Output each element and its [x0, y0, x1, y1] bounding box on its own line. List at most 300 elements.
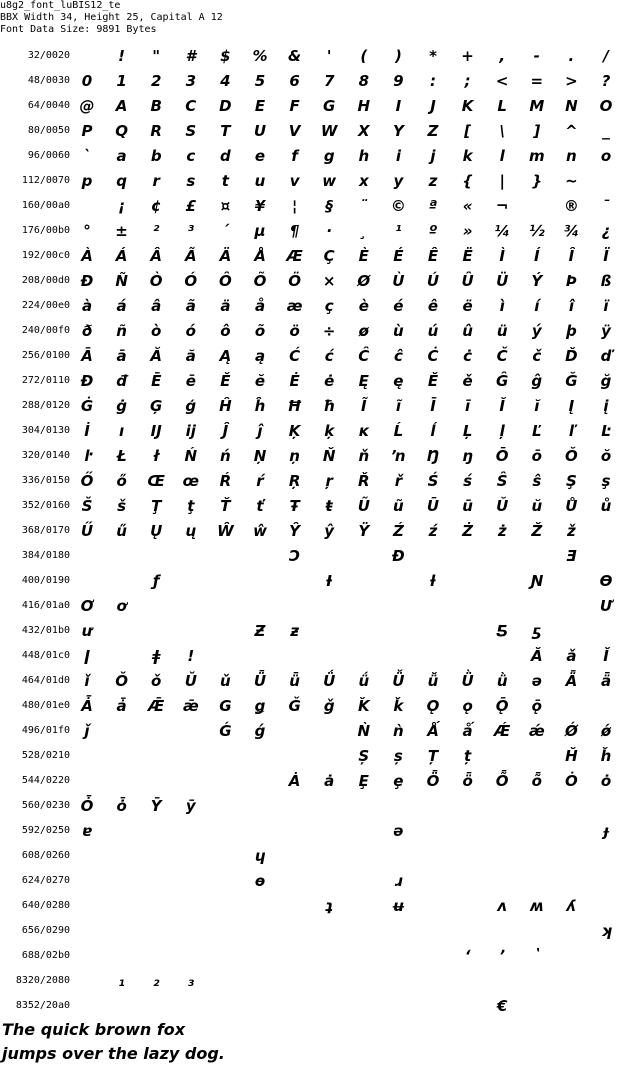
glyph-cell: 6 [289, 72, 300, 90]
glyph-cell: ç [324, 297, 334, 315]
glyph-cell: Ă [150, 347, 162, 365]
glyph-cell: Ù [392, 272, 405, 290]
row-code-label: 272/0110 [21, 375, 70, 386]
glyph-cell: Ǡ [81, 697, 93, 715]
glyph-cell: q [116, 172, 127, 190]
glyph-cell: ǽ [528, 722, 545, 740]
glyph-cell: Ğ [565, 372, 578, 390]
glyph-cell: Ǚ [392, 672, 405, 690]
glyph-cell: Ž [531, 522, 543, 540]
glyph-cell: Ɲ [530, 572, 544, 590]
glyph-cell: õ [254, 322, 266, 340]
glyph-cell: Ą [219, 347, 232, 365]
row-code-label: 96/0060 [27, 150, 70, 161]
glyph-cell: Ǻ [427, 722, 439, 740]
glyph-cell: ĕ [254, 372, 266, 390]
glyph-cell: ġ [116, 397, 127, 415]
glyph-cell: ý [531, 322, 542, 340]
glyph-cell: ] [533, 122, 541, 140]
glyph-cell: " [152, 47, 161, 65]
glyph-cell: v [289, 172, 300, 190]
glyph-cell: ř [394, 472, 403, 490]
glyph-cell: Ÿ [358, 522, 370, 540]
glyph-cell: ʼ [499, 947, 506, 965]
glyph-cell: ȳ [185, 797, 196, 815]
glyph-cell: ĝ [531, 372, 543, 390]
glyph-cell: Ł [116, 447, 127, 465]
glyph-cell: ń [220, 447, 231, 465]
glyph-cell: z [428, 172, 438, 190]
glyph-cell: ǝ [531, 672, 542, 690]
glyph-cell: ¶ [289, 222, 300, 240]
glyph-cell: ù [393, 322, 404, 340]
glyph-cell: Ĉ [358, 347, 370, 365]
glyph-cell: · [326, 222, 333, 240]
glyph-cell: Ș [358, 747, 370, 765]
glyph-cell: à [81, 297, 93, 315]
glyph-row [0, 669, 620, 694]
glyph-row [0, 119, 620, 144]
glyph-cell: ĸ [358, 422, 369, 440]
glyph-cell: ŝ [532, 472, 542, 490]
glyph-cell: Õ [253, 272, 267, 290]
glyph-cell: ǂ [152, 647, 161, 665]
glyph-row [0, 494, 620, 519]
glyph-cell: Ȟ [565, 747, 578, 765]
glyph-cell: ě [462, 372, 473, 390]
glyph-cell: { [462, 172, 473, 190]
glyph-cell: A [115, 97, 128, 115]
glyph-cell: Ó [184, 272, 198, 290]
glyph-cell: ż [497, 522, 507, 540]
glyph-cell: ś [463, 472, 473, 490]
glyph-cell: Ľ [532, 422, 542, 440]
glyph-row [0, 644, 620, 669]
glyph-cell: K [461, 97, 474, 115]
glyph-cell: 8 [358, 72, 370, 90]
row-code-label: 288/0120 [21, 400, 70, 411]
glyph-cell: ž [567, 522, 576, 540]
glyph-cell: ȩ [393, 772, 404, 790]
glyph-cell: Ď [565, 347, 578, 365]
glyph-cell: ǵ [254, 722, 266, 740]
glyph-cell: 4 [220, 72, 231, 90]
glyph-cell: ! [118, 47, 126, 65]
glyph-row [0, 844, 620, 869]
glyph-row [0, 719, 620, 744]
glyph-cell: Ö [288, 272, 301, 290]
glyph-row [0, 969, 620, 994]
glyph-cell: S [185, 122, 197, 140]
glyph-cell: Ę [358, 372, 369, 390]
glyph-cell: 5 [254, 72, 266, 90]
glyph-cell: > [565, 72, 578, 90]
glyph-cell: Ķ [288, 422, 301, 440]
glyph-cell: ɵ [254, 872, 266, 890]
glyph-row [0, 244, 620, 269]
glyph-cell: Ė [289, 372, 300, 390]
row-code-label: 208/00d0 [21, 275, 70, 286]
glyph-cell: ļ [499, 422, 505, 440]
glyph-cell: X [358, 122, 370, 140]
glyph-cell: + [461, 47, 474, 65]
glyph-cell: Ġ [80, 397, 94, 415]
row-code-label: 8320/2080 [15, 975, 70, 986]
glyph-cell: œ [182, 472, 199, 490]
row-code-label: 544/0220 [21, 775, 70, 786]
glyph-row [0, 519, 620, 544]
glyph-cell: ʞ [600, 922, 612, 940]
glyph-cell: ċ [463, 347, 473, 365]
glyph-cell: Ê [427, 247, 439, 265]
glyph-cell: ǖ [289, 672, 300, 690]
glyph-cell: ō [531, 447, 542, 465]
glyph-cell: Ĳ [150, 422, 162, 440]
glyph-cell: N [565, 97, 578, 115]
glyph-cell: E [254, 97, 266, 115]
glyph-row [0, 94, 620, 119]
glyph-row [0, 919, 620, 944]
glyph-cell: ŭ [531, 497, 543, 515]
glyph-row [0, 944, 620, 969]
glyph-cell: Ŵ [217, 522, 234, 540]
glyph-cell: Ĕ [220, 372, 231, 390]
glyph-cell: ł [153, 447, 159, 465]
glyph-cell: ¬ [495, 197, 509, 215]
glyph-row [0, 344, 620, 369]
glyph-cell: Đ [80, 372, 94, 390]
glyph-cell: ǜ [496, 672, 508, 690]
row-code-label: 688/02b0 [21, 950, 70, 961]
glyph-cell: Ĵ [222, 422, 229, 440]
glyph-cell: T [220, 122, 231, 140]
glyph-cell: ¿ [601, 222, 611, 240]
glyph-cell: ǿ [600, 722, 612, 740]
glyph-cell: ǻ [462, 722, 473, 740]
glyph-row [0, 594, 620, 619]
glyph-cell: Ŕ [219, 472, 232, 490]
glyph-cell: ʇ [325, 897, 333, 915]
row-code-label: 336/0150 [21, 475, 70, 486]
glyph-cell: Ū [426, 497, 440, 515]
glyph-cell: ʍ [529, 897, 544, 915]
glyph-cell: Þ [565, 272, 577, 290]
glyph-cell: Ǖ [253, 672, 267, 690]
glyph-cell: ŀ [84, 447, 90, 465]
glyph-cell: ȫ [462, 772, 473, 790]
glyph-row [0, 169, 620, 194]
glyph-row [0, 69, 620, 94]
font-name: u8g2_font_luBIS12_te [0, 0, 121, 11]
glyph-cell: ¤ [220, 197, 231, 215]
glyph-cell: ʌ [497, 897, 508, 915]
glyph-cell: ǘ [358, 672, 370, 690]
glyph-cell: ₁ [118, 972, 125, 990]
row-code-label: 592/0250 [21, 825, 70, 836]
glyph-cell: Ü [496, 272, 509, 290]
glyph-cell: Ŗ [288, 472, 301, 490]
glyph-cell: h [358, 147, 370, 165]
glyph-cell: w [322, 172, 337, 190]
glyph-cell: P [81, 122, 93, 140]
glyph-cell: ¦ [291, 197, 298, 215]
glyph-cell: Ǜ [461, 672, 474, 690]
glyph-cell: ŵ [253, 522, 267, 540]
glyph-cell: ć [324, 347, 334, 365]
glyph-cell: n [566, 147, 577, 165]
glyph-cell: ` [83, 147, 91, 165]
glyph-cell: ¼ [494, 222, 510, 240]
glyph-cell: ¢ [150, 197, 162, 215]
glyph-cell: º [428, 222, 438, 240]
glyph-cell: © [390, 197, 406, 215]
row-code-label: 528/0210 [21, 750, 70, 761]
glyph-cell: ƚ [430, 572, 436, 590]
glyph-cell: Ȯ [565, 772, 578, 790]
glyph-cell: £ [185, 197, 197, 215]
glyph-cell: ȱ [116, 797, 127, 815]
glyph-cell: ı [119, 422, 125, 440]
glyph-cell: ₃ [187, 972, 195, 990]
glyph-cell: ħ [323, 397, 336, 415]
glyph-cell: ĵ [257, 422, 263, 440]
glyph-cell: Ź [392, 522, 404, 540]
glyph-cell: ɟ [603, 822, 609, 840]
glyph-grid [0, 44, 620, 1019]
glyph-row [0, 194, 620, 219]
glyph-cell: Â [150, 247, 162, 265]
glyph-cell: ā [116, 347, 127, 365]
glyph-cell: Ů [565, 497, 578, 515]
glyph-cell: ȭ [531, 772, 542, 790]
glyph-cell: l [499, 147, 505, 165]
glyph-cell: Ǐ [603, 647, 609, 665]
glyph-row [0, 369, 620, 394]
row-code-label: 112/0070 [21, 175, 70, 186]
glyph-row [0, 894, 620, 919]
glyph-cell: ǔ [220, 672, 231, 690]
glyph-cell: Í [534, 247, 540, 265]
glyph-cell: Ē [151, 372, 162, 390]
glyph-cell: Ŀ [601, 422, 611, 440]
glyph-cell: V [288, 122, 301, 140]
glyph-cell: ũ [393, 497, 404, 515]
glyph-cell: Ɨ [326, 572, 333, 590]
glyph-cell: Ư [599, 597, 613, 615]
glyph-cell: ¥ [254, 197, 266, 215]
glyph-cell: ū [462, 497, 473, 515]
glyph-cell: ȯ [600, 772, 612, 790]
glyph-cell: Ǭ [495, 697, 509, 715]
glyph-cell: @ [79, 97, 95, 115]
glyph-cell: é [393, 297, 404, 315]
glyph-cell: Į [568, 397, 575, 415]
glyph-cell: , [499, 47, 506, 65]
row-code-label: 480/01e0 [21, 700, 70, 711]
glyph-cell: Ç [323, 247, 335, 265]
glyph-cell: 3 [185, 72, 197, 90]
glyph-cell: ö [289, 322, 300, 340]
glyph-cell: Ĩ [361, 397, 367, 415]
glyph-cell: Ǧ [288, 697, 301, 715]
glyph-cell: Ñ [115, 272, 128, 290]
glyph-cell: Ǎ [530, 647, 543, 665]
glyph-cell: ǰ [84, 722, 90, 740]
glyph-cell: D [219, 97, 232, 115]
glyph-cell: O [599, 97, 613, 115]
row-code-label: 192/00c0 [21, 250, 70, 261]
glyph-cell: Ȩ [358, 772, 369, 790]
glyph-cell: Ã [184, 247, 197, 265]
row-code-label: 432/01b0 [21, 625, 70, 636]
glyph-cell: ´ [221, 222, 230, 240]
glyph-cell: ɥ [254, 847, 266, 865]
glyph-cell: i [395, 147, 401, 165]
row-code-label: 240/00f0 [21, 325, 70, 336]
glyph-cell: ą [254, 347, 266, 365]
glyph-cell: Ų [150, 522, 163, 540]
glyph-cell: u [254, 172, 266, 190]
glyph-cell: ǒ [151, 672, 162, 690]
glyph-cell: t [221, 172, 229, 190]
glyph-cell: Ř [358, 472, 370, 490]
glyph-cell: Ć [289, 347, 301, 365]
glyph-cell: ǟ [600, 672, 612, 690]
glyph-cell: Ō [495, 447, 509, 465]
glyph-cell: ĩ [395, 397, 401, 415]
glyph-cell: ư [81, 622, 93, 640]
glyph-cell: ) [394, 47, 402, 65]
glyph-cell: ǐ [84, 672, 90, 690]
glyph-cell: ŗ [325, 472, 333, 490]
glyph-cell: / [603, 47, 609, 65]
glyph-cell: } [531, 172, 543, 190]
glyph-cell: e [254, 147, 266, 165]
glyph-cell: Ǫ [426, 697, 440, 715]
glyph-cell: . [568, 47, 575, 65]
glyph-cell: y [393, 172, 404, 190]
glyph-cell: ņ [289, 447, 300, 465]
glyph-cell: ¸ [360, 222, 368, 240]
glyph-cell: ű [116, 522, 127, 540]
glyph-cell: ğ [600, 372, 612, 390]
glyph-cell: § [325, 197, 333, 215]
glyph-cell: ŏ [600, 447, 612, 465]
glyph-cell: â [151, 297, 162, 315]
font-data-size: Font Data Size: 9891 Bytes [0, 24, 157, 35]
glyph-cell: Ǩ [357, 697, 370, 715]
glyph-cell: ů [600, 497, 612, 515]
glyph-cell: į [603, 397, 609, 415]
glyph-cell: Ơ [80, 597, 94, 615]
row-code-label: 496/01f0 [21, 725, 70, 736]
glyph-cell: _ [602, 122, 610, 140]
glyph-cell: ã [185, 297, 196, 315]
glyph-cell: Ĝ [496, 372, 509, 390]
glyph-cell: < [495, 72, 509, 90]
glyph-row [0, 444, 620, 469]
glyph-cell: ǹ [393, 722, 404, 740]
glyph-cell: B [150, 97, 162, 115]
glyph-cell: Ƽ [496, 622, 508, 640]
glyph-cell: û [462, 322, 473, 340]
glyph-cell: è [358, 297, 369, 315]
glyph-cell: ɐ [81, 822, 93, 840]
glyph-row [0, 44, 620, 69]
row-code-label: 352/0160 [21, 500, 70, 511]
glyph-cell: ± [115, 222, 128, 240]
glyph-cell: å [254, 297, 266, 315]
glyph-cell: ţ [187, 497, 195, 515]
glyph-cell: Î [568, 247, 575, 265]
row-code-label: 224/00e0 [21, 300, 70, 311]
glyph-cell: í [534, 297, 540, 315]
glyph-cell: Ä [219, 247, 232, 265]
glyph-cell: Q [115, 122, 128, 140]
glyph-cell: ǫ [462, 697, 473, 715]
glyph-cell: U [253, 122, 267, 140]
glyph-cell: Ż [462, 522, 474, 540]
glyph-cell: Ŭ [496, 497, 509, 515]
glyph-cell: Ċ [427, 347, 439, 365]
glyph-cell: Ǣ [148, 697, 165, 715]
glyph-cell: a [116, 147, 127, 165]
glyph-cell: Ú [426, 272, 440, 290]
glyph-cell: æ [286, 297, 303, 315]
glyph-cell: ô [220, 322, 231, 340]
glyph-cell: Æ [286, 247, 303, 265]
glyph-cell: ú [427, 322, 439, 340]
glyph-cell: F [289, 97, 300, 115]
glyph-cell: ĳ [185, 422, 196, 440]
glyph-cell: ĺ [430, 422, 436, 440]
glyph-cell: Ð [80, 272, 94, 290]
glyph-cell: Ť [220, 497, 231, 515]
row-code-label: 304/0130 [21, 425, 70, 436]
glyph-cell: Ì [499, 247, 505, 265]
glyph-cell: Ī [430, 397, 436, 415]
glyph-cell: Ħ [287, 397, 302, 415]
glyph-cell: Ŝ [496, 472, 508, 490]
glyph-cell: ǡ [116, 697, 127, 715]
glyph-cell: ¹ [395, 222, 402, 240]
glyph-cell: Ű [80, 522, 94, 540]
glyph-cell: ŷ [324, 522, 335, 540]
glyph-cell: W [320, 122, 338, 140]
glyph-cell: ʻ [464, 947, 471, 965]
glyph-cell: Ǒ [115, 672, 128, 690]
glyph-cell: đ [116, 372, 127, 390]
glyph-cell: ^ [565, 122, 578, 140]
glyph-cell: ŉ [391, 447, 406, 465]
glyph-cell: ½ [529, 222, 545, 240]
glyph-cell: Ë [462, 247, 473, 265]
glyph-cell: | [499, 172, 505, 190]
glyph-cell: ķ [324, 422, 335, 440]
row-code-label: 448/01c0 [21, 650, 70, 661]
glyph-cell: Ǽ [494, 722, 511, 740]
glyph-cell: Ŷ [289, 522, 301, 540]
glyph-cell: m [528, 147, 545, 165]
glyph-cell: Ò [149, 272, 163, 290]
glyph-cell: ƒ [152, 572, 160, 590]
row-code-label: 64/0040 [27, 100, 70, 111]
glyph-cell: ǩ [393, 697, 404, 715]
glyph-cell: Ň [322, 447, 336, 465]
glyph-row [0, 419, 620, 444]
glyph-cell: b [150, 147, 162, 165]
glyph-cell: 2 [150, 72, 162, 90]
